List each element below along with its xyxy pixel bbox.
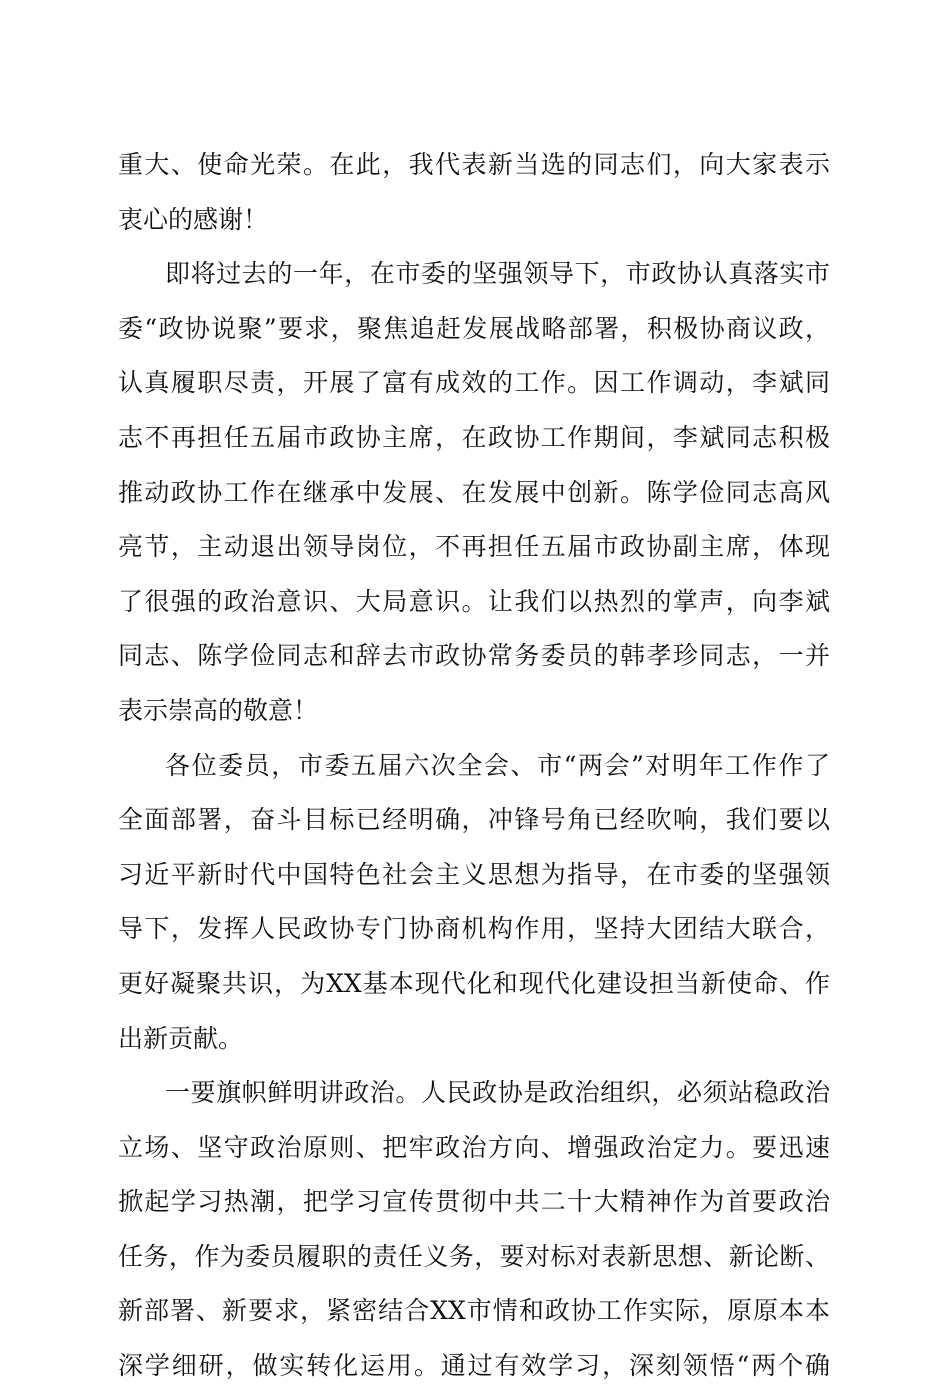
paragraph-3-line-2: 全面部署，奋斗目标已经明确，冲锋号角已经吹响，我们要以 [118,805,830,835]
paragraph-4-line-3: 掀起学习热潮，把学习宣传贯彻中共二十大精神作为首要政治 [118,1187,830,1217]
paragraph-2-line-2: 委“政协说聚”要求，聚焦追赶发展战略部署，积极协商议政， [118,313,830,343]
paragraph-4-line-4: 任务，作为委员履职的责任义务，要对标对表新思想、新论断、 [118,1241,830,1271]
paragraph-1-line-1: 重大、使命光荣。在此，我代表新当选的同志们，向大家表示 [118,150,830,179]
paragraph-2-line-4: 志不再担任五届市政协主席，在政协工作期间，李斌同志积极 [118,422,830,452]
paragraph-4-line-1: 一要旗帜鲜明讲政治。人民政协是政治组织，必须站稳政治 [165,1078,830,1108]
paragraph-2-line-1: 即将过去的一年，在市委的坚强领导下，市政协认真落实市 [165,259,830,289]
paragraph-3-line-3: 习近平新时代中国特色社会主义思想为指导，在市委的坚强领 [118,859,830,889]
paragraph-2-line-9: 表示崇高的敬意！ [118,695,319,725]
paragraph-2-line-6: 亮节，主动退出领导岗位，不再担任五届市政协副主席，体现 [118,532,830,562]
paragraph-3-line-6: 出新贡献。 [118,1023,244,1053]
paragraph-4-line-6: 深学细研，做实转化运用。通过有效学习，深刻领悟“两个确 [118,1351,830,1381]
paragraph-3-line-4: 导下，发挥人民政协专门协商机构作用，坚持大团结大联合， [118,914,830,944]
paragraph-2-line-5: 推动政协工作在继承中发展、在发展中创新。陈学俭同志高风 [118,477,830,507]
paragraph-3-line-1: 各位委员，市委五届六次全会、市“两会”对明年工作作了 [165,750,830,780]
paragraph-1-line-2: 衷心的感谢！ [118,204,269,234]
paragraph-4-line-2: 立场、坚守政治原则、把牢政治方向、增强政治定力。要迅速 [118,1132,830,1162]
paragraph-2-line-8: 同志、陈学俭同志和辞去市政协常务委员的韩孝珍同志，一并 [118,641,830,671]
paragraph-3-line-5: 更好凝聚共识，为XX基本现代化和现代化建设担当新使命、作 [118,968,830,998]
document-body [118,138,830,1394]
paragraph-2-line-3: 认真履职尽责，开展了富有成效的工作。因工作调动，李斌同 [118,368,830,398]
paragraph-4-line-5: 新部署、新要求，紧密结合XX市情和政协工作实际，原原本本 [118,1296,830,1326]
paragraph-2-line-7: 了很强的政治意识、大局意识。让我们以热烈的掌声，向李斌 [118,586,830,616]
